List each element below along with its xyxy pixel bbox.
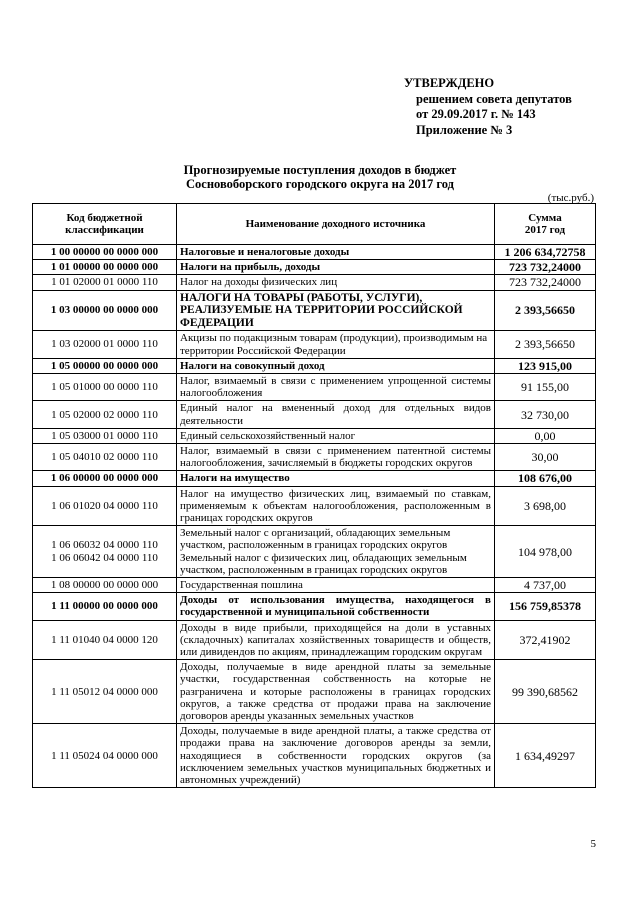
row-code: 1 11 05012 04 0000 000 — [33, 660, 177, 724]
row-name: Налог, взимаемый в связи с применением патентной системы налогообложения, зачисляемый в бюджеты городских округов — [177, 444, 495, 471]
row-amount: 1 634,49297 — [495, 724, 596, 788]
table-row — [33, 428, 596, 443]
row-code: 1 03 02000 01 0000 110 — [33, 331, 177, 358]
row-amount: 372,41902 — [495, 620, 596, 660]
row-code: 1 11 01040 04 0000 120 — [33, 620, 177, 660]
row-amount: 156 759,85378 — [495, 593, 596, 620]
row-amount: 2 393,56650 — [495, 331, 596, 358]
row-name — [177, 526, 495, 578]
row-code: 1 11 05024 04 0000 000 — [33, 724, 177, 788]
row-amount: 104 978,00 — [495, 526, 596, 578]
row-name: Доходы, получаемые в виде арендной платы, а также средства от продажи права на заключение договоров аренды за земли, находящиеся в собственности городских округов (за исключением земельных участков муниципальных бюджетных и автономных учреждений) — [177, 724, 495, 788]
header-name: Наименование доходного источника — [177, 204, 495, 245]
header-code-line: Код бюджетной — [66, 211, 143, 224]
row-amount: 2 393,56650 — [495, 290, 596, 331]
table-row — [33, 444, 596, 471]
row-amount: 108 676,00 — [495, 471, 596, 486]
row-name: Налоговые и неналоговые доходы — [177, 245, 495, 260]
row-code: 1 11 00000 00 0000 000 — [33, 593, 177, 620]
table-row — [33, 486, 596, 526]
row-code-line: 1 06 06032 04 0000 110 — [51, 539, 158, 552]
document-title — [0, 163, 640, 191]
row-name: Налоги на имущество — [177, 471, 495, 486]
units-label: (тыс.руб.) — [547, 192, 594, 204]
header-sum-line: 2017 год — [524, 224, 566, 236]
page-number: 5 — [590, 838, 596, 850]
row-amount: 4 737,00 — [495, 578, 596, 593]
row-code-line: 1 06 06042 04 0000 110 — [51, 551, 158, 564]
row-name: Доходы, получаемые в виде арендной платы за земельные участки, государственная собственность на которые не разграничена и которые расположены в границах городских округов, а также средства от продажи права на заключение договоров аренды указанных земельных участков — [177, 660, 495, 724]
header-code-line: классификации — [65, 224, 144, 236]
row-amount: 91 155,00 — [495, 374, 596, 401]
header-sum-line: Сумма — [528, 211, 562, 224]
row-name-part: Земельный налог с физических лиц, обладающих земельным участком, расположенным в границах городских округов — [180, 551, 467, 576]
row-code: 1 06 00000 00 0000 000 — [33, 471, 177, 486]
row-name: Единый сельскохозяйственный налог — [177, 428, 495, 443]
table-row — [33, 290, 596, 331]
row-code: 1 05 03000 01 0000 110 — [33, 428, 177, 443]
approval-line: от 29.09.2017 г. № 143 — [416, 107, 536, 121]
table-row — [33, 260, 596, 275]
document-title-line: Сосновоборского городского округа на 2017 год — [186, 177, 454, 191]
row-code: 1 05 00000 00 0000 000 — [33, 358, 177, 373]
row-code: 1 03 00000 00 0000 000 — [33, 290, 177, 331]
table-row — [33, 331, 596, 358]
approval-line: решением совета депутатов — [416, 91, 572, 106]
row-name: Единый налог на вмененный доход для отдельных видов деятельности — [177, 401, 495, 428]
table-row — [33, 358, 596, 373]
row-amount: 99 390,68562 — [495, 660, 596, 724]
table-row — [33, 275, 596, 290]
row-code: 1 05 04010 02 0000 110 — [33, 444, 177, 471]
row-code: 1 01 00000 00 0000 000 — [33, 260, 177, 275]
row-name: Налоги на прибыль, доходы — [177, 260, 495, 275]
table-row — [33, 526, 596, 578]
header-code — [33, 204, 177, 245]
row-code: 1 00 00000 00 0000 000 — [33, 245, 177, 260]
table-row — [33, 593, 596, 620]
document-title-line: Прогнозируемые поступления доходов в бюджет — [183, 163, 457, 177]
row-amount: 123 915,00 — [495, 358, 596, 373]
row-amount: 1 206 634,72758 — [495, 245, 596, 260]
header-sum — [495, 204, 596, 245]
row-amount: 0,00 — [495, 428, 596, 443]
row-amount: 723 732,24000 — [495, 260, 596, 275]
row-code: 1 05 02000 02 0000 110 — [33, 401, 177, 428]
row-code: 1 05 01000 00 0000 110 — [33, 374, 177, 401]
row-name: Акцизы по подакцизным товарам (продукции), производимым на территории Российской Федерации — [177, 331, 495, 358]
table-row — [33, 578, 596, 593]
table-row — [33, 401, 596, 428]
row-name: Государственная пошлина — [177, 578, 495, 593]
row-name: Налог на имущество физических лиц, взимаемый по ставкам, применяемым к объектам налогообложения, расположенным в границах городских округов — [177, 486, 495, 526]
table-row — [33, 245, 596, 260]
table-row — [33, 724, 596, 788]
row-code: 1 01 02000 01 0000 110 — [33, 275, 177, 290]
row-name: Доходы от использования имущества, находящегося в государственной и муниципальной собственности — [177, 593, 495, 620]
row-name: Доходы в виде прибыли, приходящейся на доли в уставных (складочных) капиталах хозяйственных товариществ и обществ, или дивидендов по акциям, принадлежащим городским округам — [177, 620, 495, 660]
table-row — [33, 471, 596, 486]
row-name: Налог, взимаемый в связи с применением упрощенной системы налогообложения — [177, 374, 495, 401]
row-name: НАЛОГИ НА ТОВАРЫ (РАБОТЫ, УСЛУГИ), РЕАЛИЗУЕМЫЕ НА ТЕРРИТОРИИ РОССИЙСКОЙ ФЕДЕРАЦИИ — [177, 290, 495, 331]
approval-line: Приложение № 3 — [416, 122, 513, 137]
approval-title: УТВЕРЖДЕНО — [404, 76, 495, 90]
row-amount: 32 730,00 — [495, 401, 596, 428]
table-header-row — [33, 204, 596, 245]
row-name: Налог на доходы физических лиц — [177, 275, 495, 290]
row-code: 1 08 00000 00 0000 000 — [33, 578, 177, 593]
row-name: Налоги на совокупный доход — [177, 358, 495, 373]
table-row — [33, 374, 596, 401]
row-code — [33, 526, 177, 578]
row-amount: 30,00 — [495, 444, 596, 471]
row-amount: 723 732,24000 — [495, 275, 596, 290]
row-name-part: Земельный налог с организаций, обладающих земельным участком, расположенным в границах городских округов — [180, 527, 451, 552]
revenue-table — [32, 203, 596, 788]
row-code: 1 06 01020 04 0000 110 — [33, 486, 177, 526]
table-row — [33, 660, 596, 724]
row-amount: 3 698,00 — [495, 486, 596, 526]
approval-block — [404, 76, 572, 138]
table-row — [33, 620, 596, 660]
